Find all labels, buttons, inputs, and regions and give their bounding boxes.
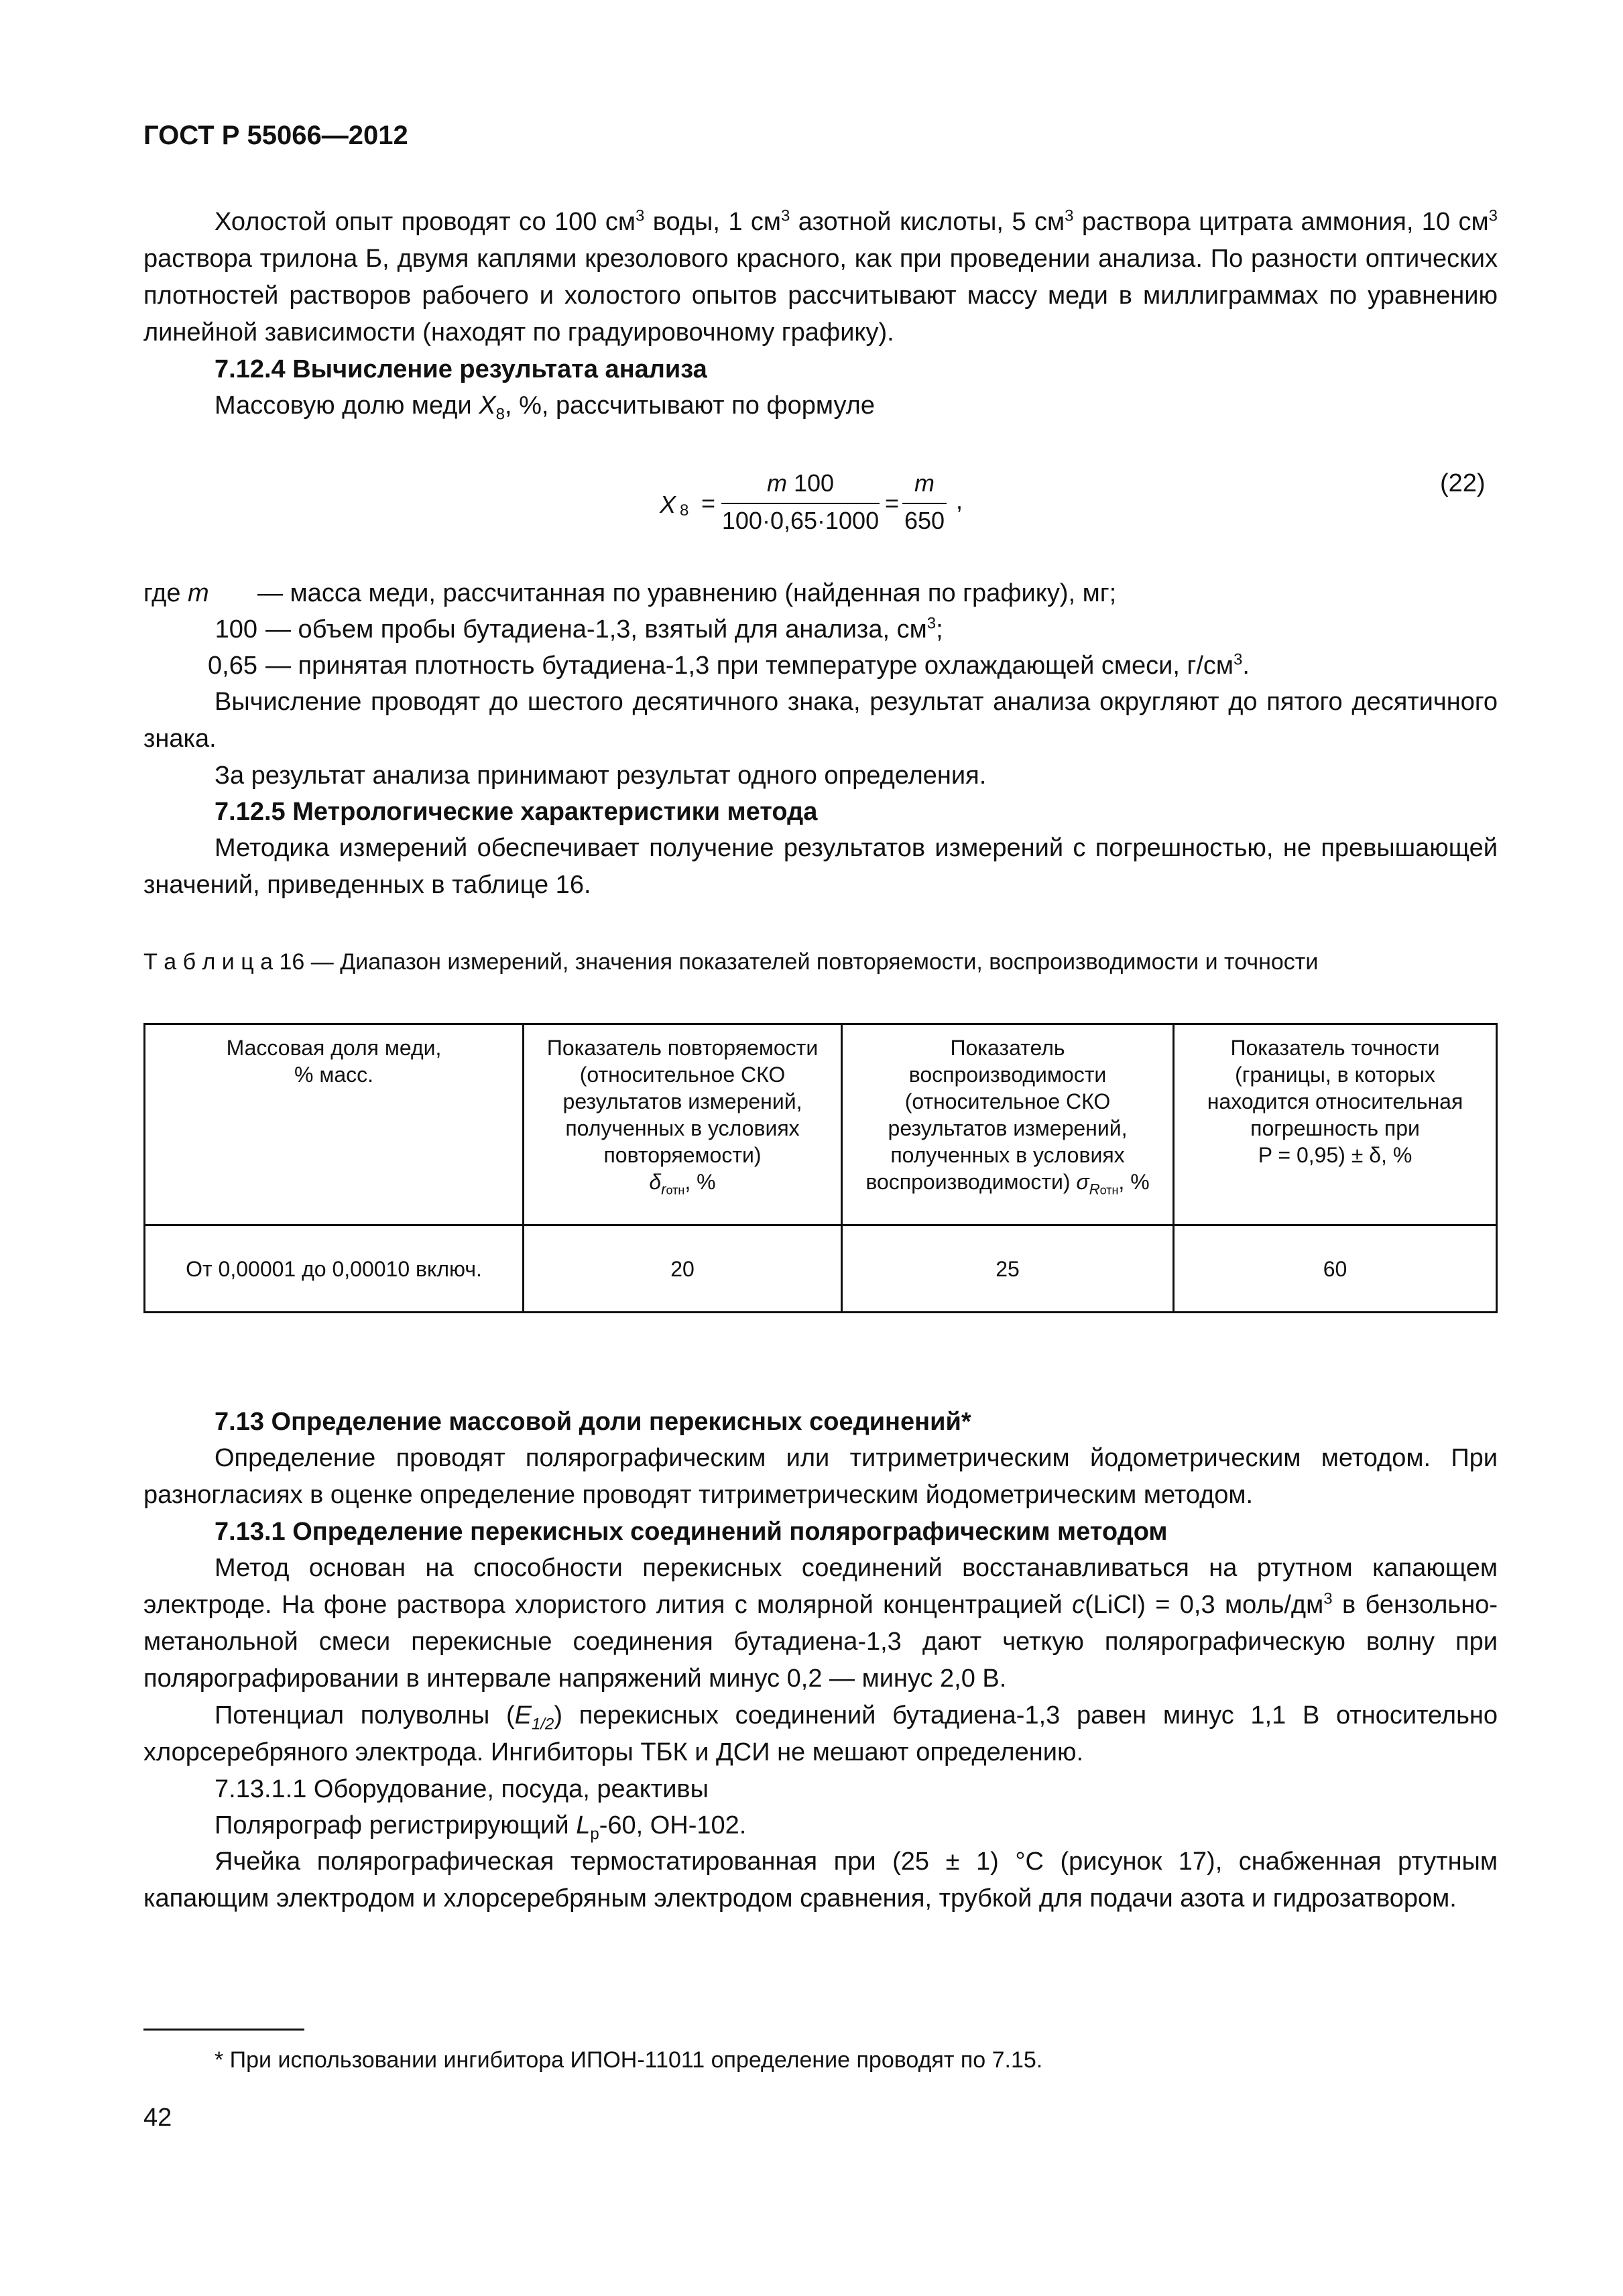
text-span: Холостой опыт проводят со 100 см [215,208,636,236]
footnote: * При использовании ингибитора ИПОН-11011 определение проводят по 7.15. [215,2047,1043,2073]
paragraph-result: За результат анализа принимают результат одного определения. [215,762,987,790]
def-symbol: 100 [215,615,257,644]
table-cell: 60 [1174,1225,1497,1313]
table-row [145,1225,1497,1313]
text-span: азотной кислоты, 5 см [790,208,1065,236]
paragraph-blank-test [143,204,1498,351]
document-header: ГОСТ Р 55066—2012 [143,121,408,150]
formula-comma: , [956,487,963,514]
paragraph-formula-intro [143,387,1498,424]
fraction-bar-1 [721,503,880,504]
paragraph-potential [143,1697,1498,1771]
text-span: Потенциал полуволны ( [215,1701,515,1730]
def-text: — принятая плотность бутадиена-1,3 при температуре охлаждающей смеси, г/см [265,652,1234,680]
variable: E [514,1701,532,1730]
text-span: Массовую долю меди [215,391,479,420]
formula-denominator-1: 100·0,65·1000 [721,507,880,534]
fraction-bar-2 [902,503,947,504]
text-span: Полярограф регистрирующий [215,1811,577,1839]
definition-100 [143,611,943,648]
formula-number: (22) [1440,469,1486,497]
table-header-cell: Показатель воспроизводимости (относительное СКО результатов измерений, полученных в условиях воспроизводимости) $\sigma_{Rотн}$, % [842,1024,1174,1225]
paragraph-method: Методика измерений обеспечивает получение результатов измерений с погрешностью, не превышающей значений, приведенных в таблице 16. [143,834,1498,899]
paragraph-polarograph [143,1807,1498,1844]
variable: L [576,1811,591,1839]
text-span: воды, 1 см [644,208,781,236]
text-span: ; [936,615,943,644]
footnote-divider [143,2029,304,2031]
subscript: 1/2 [532,1715,554,1734]
formula-numerator-2: m [914,469,935,497]
subscript: p [590,1825,599,1844]
formula-subscript: 8 [680,501,689,520]
paragraph-7-13: Определение проводят полярографическим или титриметрическим йодометрическим методом. При разногласиях в оценке определение проводят титриметрическим йодометрическим методом. [143,1444,1498,1509]
numerator-number: 100 [793,469,835,497]
table-cell: От 0,00001 до 0,00010 включ. [145,1225,524,1313]
table-header-cell: Показатель повторяемости (относительное СКО результатов измерений, полученных в условиях повторяемости) $\delta_{rотн}$, % [524,1024,842,1225]
table-caption: Т а б л и ц а 16 — Диапазон измерений, значения показателей повторяемости, воспроизводимости и точности [143,949,1319,975]
section-heading-7-13-1: 7.13.1 Определение перекисных соединений полярографическим методом [215,1518,1168,1546]
superscript: 3 [1234,650,1243,669]
text-span: , %, рассчитывают по формуле [505,391,875,420]
paragraph-calc: Вычисление проводят до шестого десятичного знака, результат анализа округляют до пятого десятичного знака. [143,688,1498,753]
definition-065 [143,648,1250,684]
section-heading-7-12-4: 7.12.4 Вычисление результата анализа [215,355,707,383]
table-16 [143,1023,1498,1313]
superscript: 3 [781,206,790,225]
def-symbol: 0,65 [208,652,257,680]
page-number: 42 [143,2104,172,2132]
table-cell: 20 [524,1225,842,1313]
superscript: 3 [1065,206,1074,225]
superscript: 3 [1323,1589,1333,1608]
text-span: ) перекисных соединений бутадиена-1,3 равен минус 1,1 В относительно хлорсеребряного электрода. Ингибиторы ТБК и ДСИ не мешают определению. [143,1701,1498,1766]
text-span: . [1242,652,1250,680]
definition-m [143,575,1116,612]
text-span: -60, ОН-102. [599,1811,747,1839]
formula-denominator-2: 650 [904,507,945,534]
paragraph-cell: Ячейка полярографическая термостатированная при (25 ± 1) °С (рисунок 17), снабженная ртутным капающим электродом и хлорсеребряным электродом сравнения, трубкой для подачи азота и гидрозатвором. [143,1848,1498,1913]
text-span: раствора цитрата аммония, 10 см [1073,208,1489,236]
formula-equals: = [701,489,716,517]
table-cell: 25 [842,1225,1174,1313]
variable: X [479,391,496,420]
superscript: 3 [926,614,937,633]
formula-numerator-1: m 100 [766,469,835,497]
def-symbol: где m [143,579,209,607]
text-span: раствора трилона Б, двумя каплями крезолового красного, как при проведении анализа. По разности оптических плотностей растворов рабочего и холостого опытов рассчитывают массу меди в миллиграммах по уравнению линейной зависимости (находят по градуировочному графику). [143,245,1498,347]
section-heading-7-12-5: 7.12.5 Метрологические характеристики метода [215,798,818,826]
superscript: 3 [636,206,645,225]
superscript: 3 [1488,206,1498,225]
section-heading-7-13: 7.13 Определение массовой доли перекисных соединений* [215,1408,971,1436]
paragraph-basis [143,1550,1498,1697]
table-header-row [145,1024,1497,1225]
formula-22 [660,469,995,543]
paragraph-7-13-1-1: 7.13.1.1 Оборудование, посуда, реактивы [215,1775,709,1803]
def-text: — масса меди, рассчитанная по уравнению (найденная по графику), мг; [257,579,1117,607]
formula-variable: X [660,491,676,518]
table-header-cell: Массовая доля меди, % масс. [145,1024,524,1225]
variable: c [1072,1591,1085,1619]
formula-equals: = [885,489,900,517]
subscript: 8 [495,405,505,424]
text-span: (LiCl) = 0,3 моль/дм [1085,1591,1324,1619]
text-span: Метод основан на способности перекисных соединений восстанавливаться на ртутном капающем электроде. На фоне раствора хлористого лития с молярной концентрацией [143,1554,1498,1619]
text-span: в бензольно-метанольной смеси перекисные соединения бутадиена-1,3 дают четкую полярографическую волну при полярографировании в интервале напряжений минус 0,2 — минус 2,0 В. [143,1591,1498,1693]
table-header-cell: Показатель точности (границы, в которых находится относительная погрешность при P = 0,95) ± δ, % [1174,1024,1497,1225]
def-text: — объем пробы бутадиена-1,3, взятый для анализа, см [265,615,927,644]
